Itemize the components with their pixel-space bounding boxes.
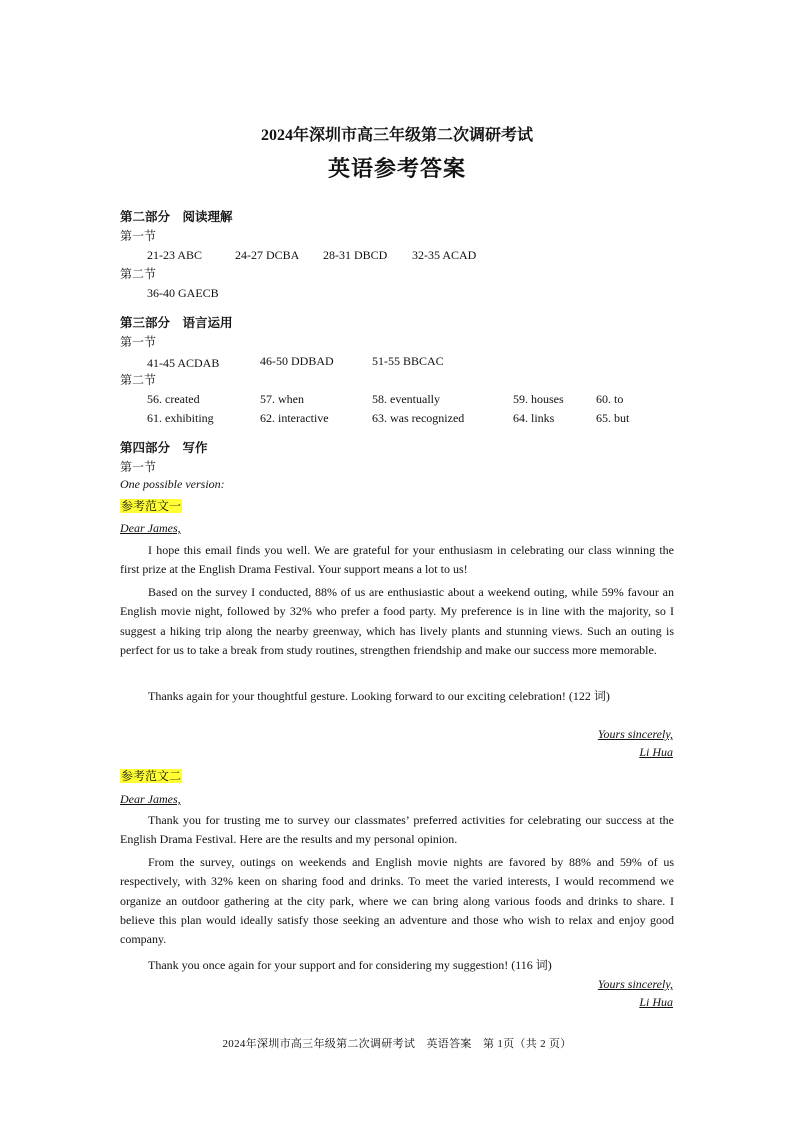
part2-sec2-label: 第二节 — [120, 267, 157, 281]
answer-item: 60. to — [596, 392, 624, 406]
answer-item: 56. created — [147, 392, 200, 406]
answer-group: 46-50 DDBAD — [260, 354, 334, 368]
possible-version-label: One possible version: — [120, 477, 225, 491]
answer-group: 24-27 DCBA — [235, 248, 300, 262]
answer-group: 21-23 ABC — [147, 248, 203, 262]
sample2-paragraph-1: Thank you for trusting me to survey our classmates’ preferred activities for celebrating our success at the English Drama Festival. Here are the results and my personal opinion. — [120, 813, 674, 847]
answer-group: 51-55 BBCAC — [372, 354, 444, 368]
answer-item: 65. but — [596, 411, 630, 425]
sample1-signature: Li Hua — [639, 745, 673, 759]
sample2-paragraph-3: Thank you once again for your support and for considering my suggestion! (116 词) — [148, 958, 552, 972]
answer-item: 63. was recognized — [372, 411, 465, 425]
answer-item: 59. houses — [513, 392, 564, 406]
part3-sec1-label: 第一节 — [120, 335, 157, 349]
sample2-paragraph-2: From the survey, outings on weekends and English movie nights are favored by 88% and 59% of us respectively, with 32% keen on sharing food and drinks. To meet the varied interests, I would recommend we organize an outdoor gathering at the city park, where we can bring along various foods and drinks to share. I believe this plan would ideally satisfy those seeking an adventure and those who wish to relax and enjoy good company. — [120, 855, 674, 947]
sample1-label-text: 参考范文一 — [121, 499, 182, 513]
sample1-closing: Yours sincerely, — [597, 727, 673, 741]
answer-group: 36-40 GAECB — [147, 286, 219, 300]
sample1-paragraph-3: Thanks again for your thoughtful gesture. Looking forward to our exciting celebration! (122 词) — [148, 689, 610, 703]
sample2-signature: Li Hua — [639, 995, 673, 1009]
sample2-closing: Yours sincerely, — [597, 977, 673, 991]
part3-sec2-label: 第二节 — [120, 373, 157, 387]
part2-sec1-label: 第一节 — [120, 229, 157, 243]
exam-title: 2024年深圳市高三年级第二次调研考试 — [260, 127, 533, 144]
answer-item: 61. exhibiting — [147, 411, 214, 425]
sample1-label — [120, 498, 182, 514]
part4-heading: 第四部分 写作 — [120, 441, 208, 455]
part3-heading: 第三部分 语言运用 — [120, 316, 233, 330]
part4-sec1-label: 第一节 — [120, 460, 157, 474]
answer-item: 64. links — [513, 411, 555, 425]
answer-key-title: 英语参考答案 — [327, 156, 466, 181]
part2-heading: 第二部分 阅读理解 — [120, 210, 233, 224]
answer-group: 32-35 ACAD — [412, 248, 477, 262]
answer-item: 57. when — [260, 392, 304, 406]
page-footer: 2024年深圳市高三年级第二次调研考试 英语答案 第 1页（共 2 页） — [222, 1038, 572, 1050]
sample2-label-text: 参考范文二 — [121, 769, 182, 783]
answer-item: 58. eventually — [372, 392, 440, 406]
sample2-greeting: Dear James, — [120, 792, 181, 806]
answer-group: 28-31 DBCD — [323, 248, 388, 262]
answer-group: 41-45 ACDAB — [147, 356, 220, 370]
answer-item: 62. interactive — [260, 411, 329, 425]
sample1-paragraph-2: Based on the survey I conducted, 88% of us are enthusiastic about a weekend outing, while 59% favour an English movie night, followed by 32% who prefer a food party. My preference is in line with the majority, so I suggest a hiking trip along the nearby greenway, which has lively plants and stunning views. Such an outing is perfect for us to take a break from study routines, strengthen friendship and make our success more memorable. — [120, 585, 674, 657]
sample1-greeting: Dear James, — [120, 521, 181, 535]
sample1-paragraph-1: I hope this email finds you well. We are grateful for your enthusiasm in celebrating our class winning the first prize at the English Drama Festival. Your support means a lot to us! — [120, 543, 674, 577]
sample2-label — [120, 768, 182, 784]
